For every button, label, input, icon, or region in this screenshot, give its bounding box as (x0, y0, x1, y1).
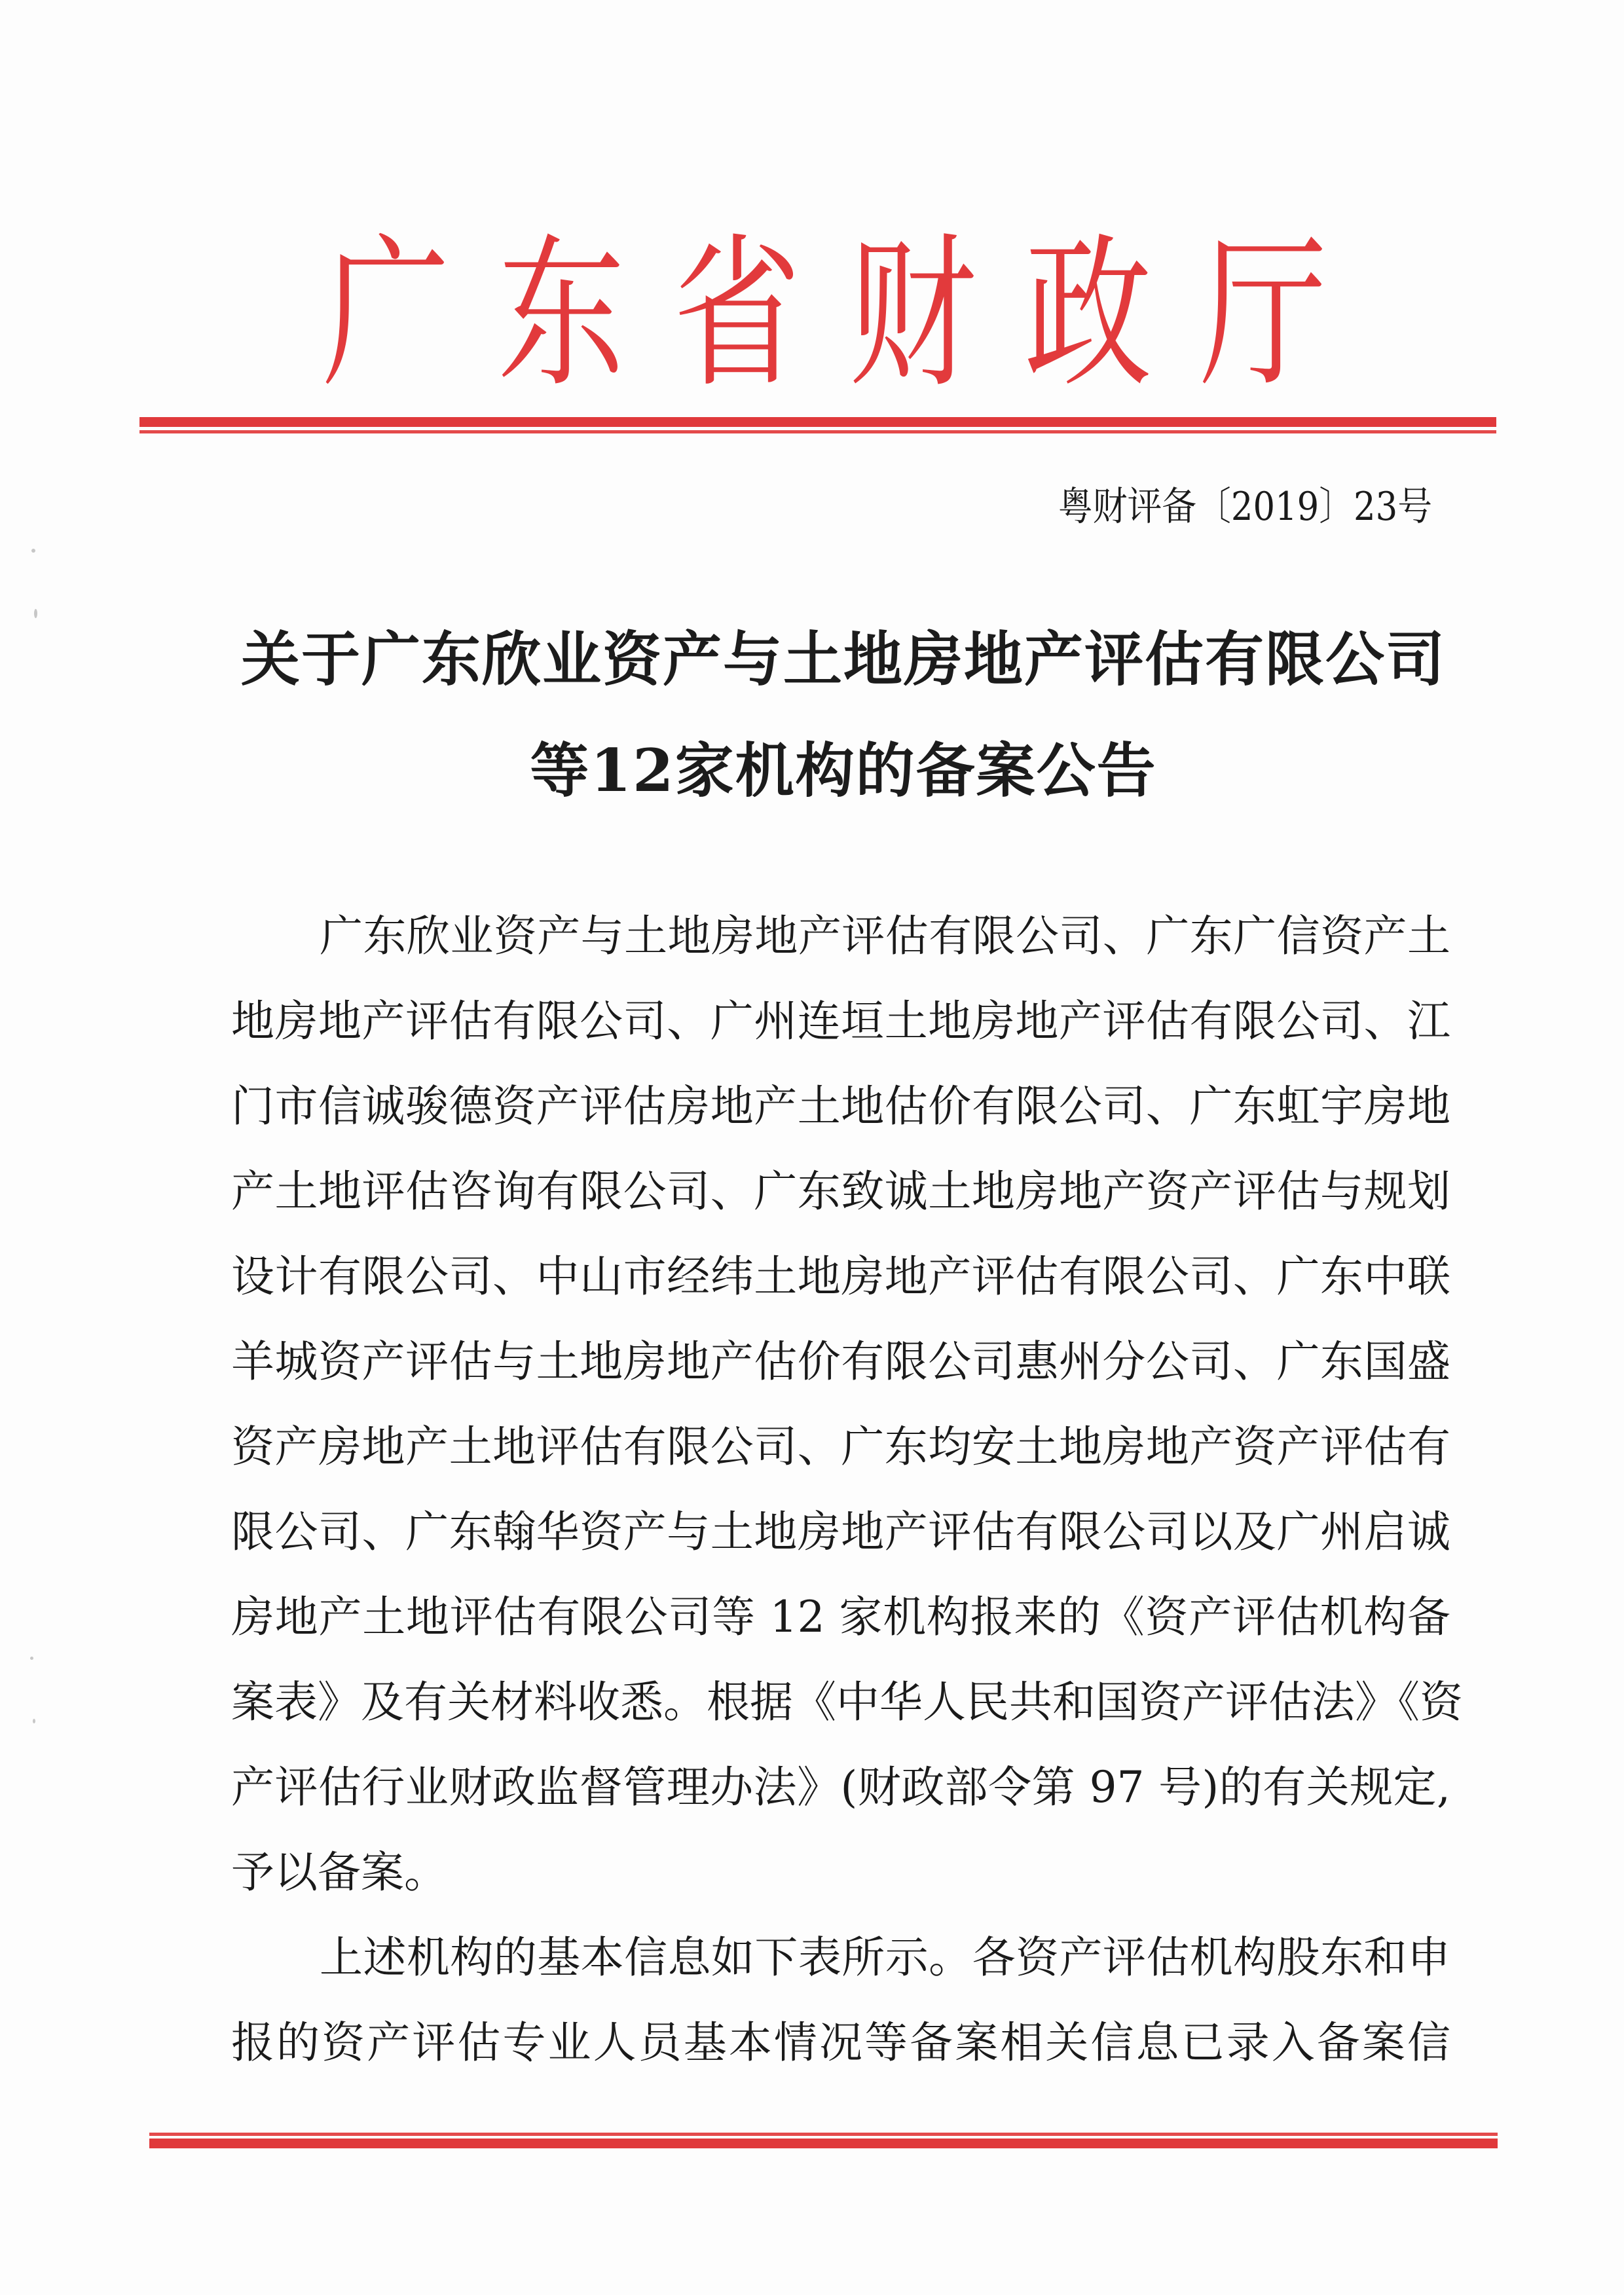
body-line: 限公司、广东翰华资产与土地房地产评估有限公司以及广州启诚 (231, 1507, 1450, 1557)
body-line: 资产房地产土地评估有限公司、广东均安土地房地产资产评估有 (231, 1422, 1450, 1472)
footer-rule-thin (149, 2133, 1498, 2136)
masthead-char: 东 (498, 219, 625, 409)
masthead-title (308, 219, 1327, 409)
body-line: 广东欣业资产与土地房地产评估有限公司、广东广信资产土 (320, 911, 1450, 961)
body-line: 产评估行业财政监督管理办法》(财政部令第 97 号)的有关规定, (231, 1762, 1450, 1812)
document-heading-line2: 等12家机构的备案公告 (530, 736, 1157, 805)
document-number: 粤财评备〔2019〕23号 (1058, 484, 1432, 530)
body-line: 设计有限公司、中山市经纬土地房地产评估有限公司、广东中联 (231, 1251, 1450, 1302)
scan-speck (34, 609, 37, 618)
scan-speck (30, 1657, 33, 1660)
document-heading-line1: 关于广东欣业资产与土地房地产评估有限公司 (241, 625, 1446, 694)
body-line: 门市信诚骏德资产评估房地产土地估价有限公司、广东虹宇房地 (231, 1081, 1450, 1131)
masthead-char: 厅 (1200, 219, 1327, 409)
masthead-char: 财 (849, 219, 976, 409)
document-body (231, 894, 1463, 2085)
body-line: 地房地产评估有限公司、广州连垣土地房地产评估有限公司、江 (231, 996, 1450, 1046)
body-line: 产土地评估咨询有限公司、广东致诚土地房地产资产评估与规划 (231, 1166, 1450, 1217)
paragraph-2 (231, 1915, 1450, 2085)
masthead-rule-thick (139, 417, 1496, 427)
footer-rule-thick (149, 2139, 1498, 2148)
scan-speck (33, 1719, 35, 1723)
body-line: 予以备案。 (231, 1847, 447, 1898)
masthead-char: 政 (1024, 219, 1152, 409)
body-line: 房地产土地评估有限公司等 12 家机构报来的《资产评估机构备 (231, 1592, 1450, 1642)
masthead-rule-thin (139, 430, 1496, 433)
scan-speck (31, 549, 35, 553)
masthead-char: 省 (673, 219, 801, 409)
body-line: 羊城资产评估与土地房地产估价有限公司惠州分公司、广东国盛 (231, 1336, 1450, 1387)
paragraph-1 (231, 894, 1463, 1915)
body-line: 上述机构的基本信息如下表所示。各资产评估机构股东和申 (320, 1932, 1450, 1983)
body-line: 报的资产评估专业人员基本情况等备案相关信息已录入备案信 (231, 2017, 1450, 2068)
masthead-char: 广 (322, 219, 450, 409)
body-line: 案表》及有关材料收悉。根据《中华人民共和国资产评估法》《资 (231, 1677, 1463, 1727)
